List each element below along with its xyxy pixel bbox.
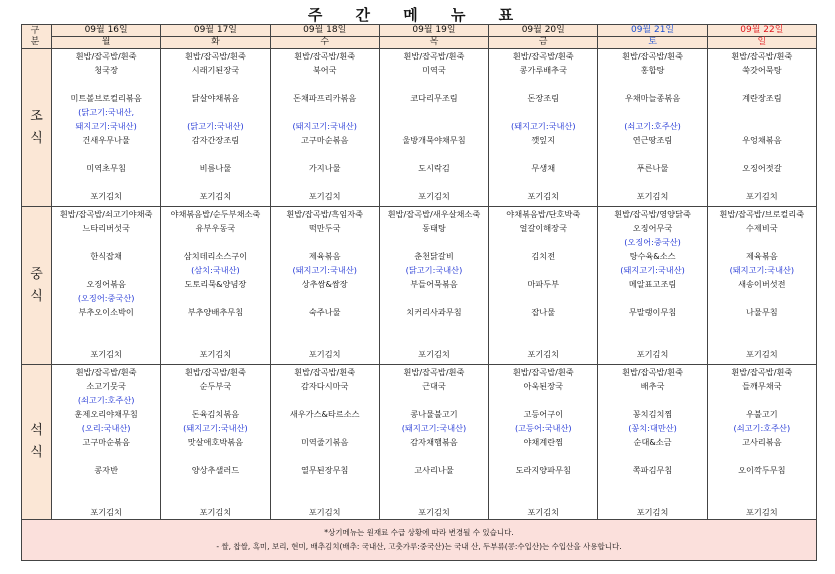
header-date-row bbox=[22, 25, 817, 37]
menu-item: 부추오이소박이 bbox=[78, 307, 134, 317]
menu-item: 연근땅조림 bbox=[632, 135, 673, 145]
meal-label-breakfast bbox=[22, 49, 52, 207]
menu-item bbox=[489, 291, 597, 305]
menu-item: 포기김치 bbox=[636, 507, 669, 517]
menu-item: 고사리볶음 bbox=[742, 437, 782, 447]
menu-item bbox=[271, 105, 379, 119]
menu-cell bbox=[489, 365, 598, 520]
menu-item: 가지나물 bbox=[308, 163, 341, 173]
menu-item bbox=[489, 491, 597, 505]
menu-item bbox=[52, 77, 160, 91]
menu-item bbox=[380, 119, 488, 133]
menu-item bbox=[271, 449, 379, 463]
origin-note: (돼지고기:국내산) bbox=[183, 423, 248, 433]
menu-item: 고구마순볶음 bbox=[82, 437, 130, 447]
menu-item bbox=[161, 477, 269, 491]
menu-item: 흰밥/잡곡밥/흰죽 bbox=[403, 367, 465, 377]
menu-item: 무말랭이무침 bbox=[628, 307, 677, 317]
menu-item: 콩나물불고기 bbox=[410, 409, 458, 419]
menu-item bbox=[271, 77, 379, 91]
menu-item: 우채마늘종볶음 bbox=[624, 93, 681, 103]
origin-note: (돼지고기:국내산) bbox=[292, 121, 357, 131]
menu-item bbox=[52, 147, 160, 161]
header-date: 09월 16일 bbox=[52, 25, 161, 37]
menu-item bbox=[161, 491, 269, 505]
menu-item: 흰밥/잡곡밥/흰죽 bbox=[731, 367, 793, 377]
menu-item bbox=[708, 175, 816, 189]
meal-rows bbox=[22, 49, 817, 520]
menu-item bbox=[489, 393, 597, 407]
footer-line-1: *상기메뉴는 원재료 수급 상황에 따라 변경될 수 있습니다. bbox=[324, 528, 514, 537]
menu-item bbox=[271, 319, 379, 333]
menu-item: 포기김치 bbox=[308, 349, 341, 359]
menu-item bbox=[598, 333, 706, 347]
menu-item bbox=[271, 235, 379, 249]
menu-item bbox=[52, 333, 160, 347]
menu-item bbox=[52, 491, 160, 505]
menu-item: 우불고기 bbox=[746, 409, 778, 419]
menu-item bbox=[380, 77, 488, 91]
origin-note: (삼치:국내산) bbox=[191, 265, 240, 275]
meal-label-char: 조 bbox=[30, 108, 43, 124]
menu-item: 쪽파김무침 bbox=[632, 465, 673, 475]
footer-row bbox=[22, 520, 817, 561]
menu-table bbox=[21, 24, 817, 561]
menu-item bbox=[489, 319, 597, 333]
menu-item bbox=[380, 393, 488, 407]
menu-item: 포기김치 bbox=[199, 507, 232, 517]
menu-item bbox=[489, 175, 597, 189]
origin-note: (닭고기:국내산) bbox=[187, 121, 244, 131]
origin-note: (돼지고기:국내산) bbox=[620, 265, 685, 275]
menu-item: 건새우무나물 bbox=[82, 135, 130, 145]
origin-note: (돼지고기:국내산) bbox=[511, 121, 576, 131]
menu-item: 흰밥/잡곡밥/새우살채소죽 bbox=[387, 209, 481, 219]
header-weekday: 수 bbox=[270, 37, 379, 49]
menu-item: 훈제오리야채무침 bbox=[74, 409, 138, 419]
menu-item: 유부우동국 bbox=[195, 223, 236, 233]
menu-item: 포기김치 bbox=[418, 191, 450, 201]
menu-item: 제육볶음 bbox=[308, 251, 341, 261]
menu-item: 마파두부 bbox=[527, 279, 560, 289]
menu-item: 감자채햄볶음 bbox=[410, 437, 458, 447]
menu-item: 도시락김 bbox=[418, 163, 450, 173]
meal-label-char: 식 bbox=[30, 445, 43, 460]
origin-note: (오징어:중국산) bbox=[77, 293, 135, 303]
menu-item: 오징어무국 bbox=[632, 223, 673, 233]
menu-cell bbox=[270, 207, 379, 365]
header-weekday: 화 bbox=[161, 37, 270, 49]
menu-item: 포기김치 bbox=[90, 507, 122, 517]
menu-cell bbox=[52, 49, 161, 207]
menu-item: 깻잎지 bbox=[531, 135, 556, 145]
menu-item: 도토리묵&양념장 bbox=[184, 279, 247, 289]
origin-note: (닭고기:국내산, bbox=[78, 107, 135, 117]
menu-item bbox=[708, 235, 816, 249]
menu-item bbox=[380, 319, 488, 333]
menu-item bbox=[380, 491, 488, 505]
menu-item: 흰밥/잡곡밥/브로컬리죽 bbox=[719, 209, 805, 219]
header-weekday-saturday: 토 bbox=[598, 37, 707, 49]
origin-note: (고등어:국내산) bbox=[514, 423, 572, 433]
menu-item: 새송이버섯전 bbox=[738, 279, 786, 289]
footer-line-2: - 쌀, 찹쌀, 흑미, 보리, 현미, 배추김치(배추: 국내산, 고춧가루:중국산)는 국내 산, 두부류(콩:수입산)는 수입산을 사용합니다. bbox=[216, 542, 622, 551]
menu-item: 소고기뭇국 bbox=[86, 381, 126, 391]
menu-item: 미역국 bbox=[422, 65, 446, 75]
menu-item: 비름나물 bbox=[199, 163, 232, 173]
menu-cell bbox=[598, 365, 707, 520]
menu-item: 무생채 bbox=[531, 163, 556, 173]
footer-note bbox=[22, 520, 817, 561]
menu-item bbox=[380, 175, 488, 189]
menu-item bbox=[708, 291, 816, 305]
menu-item bbox=[161, 291, 269, 305]
menu-item: 순대&소금 bbox=[633, 437, 672, 447]
menu-item: 꽁치김치찜 bbox=[632, 409, 673, 419]
meal-label-lunch bbox=[22, 207, 52, 365]
menu-cell bbox=[161, 49, 270, 207]
menu-item bbox=[708, 319, 816, 333]
menu-item bbox=[380, 449, 488, 463]
header-date: 09월 20일 bbox=[489, 25, 598, 37]
meal-label-char: 석 bbox=[30, 423, 43, 438]
menu-item bbox=[161, 393, 269, 407]
menu-cell bbox=[52, 207, 161, 365]
menu-item: 감자간장조림 bbox=[191, 135, 240, 145]
menu-item bbox=[161, 105, 269, 119]
menu-item bbox=[708, 449, 816, 463]
menu-item bbox=[489, 333, 597, 347]
menu-item: 포기김치 bbox=[636, 349, 669, 359]
menu-item: 흰밥/잡곡밥/흑임자죽 bbox=[286, 209, 364, 219]
menu-cell bbox=[489, 49, 598, 207]
menu-item bbox=[52, 263, 160, 277]
menu-item bbox=[271, 421, 379, 435]
header-date: 09월 17일 bbox=[161, 25, 270, 37]
menu-item bbox=[380, 147, 488, 161]
menu-item: 흰밥/잡곡밥/흰죽 bbox=[294, 51, 356, 61]
origin-note: (돼지고기:국내산) bbox=[292, 265, 357, 275]
menu-item bbox=[52, 449, 160, 463]
menu-item: 울방개묵야채무침 bbox=[402, 135, 466, 145]
menu-cell bbox=[270, 49, 379, 207]
menu-item bbox=[271, 393, 379, 407]
menu-cell bbox=[379, 365, 488, 520]
menu-item: 떡만두국 bbox=[308, 223, 341, 233]
menu-cell bbox=[489, 207, 598, 365]
menu-item bbox=[708, 119, 816, 133]
menu-item bbox=[489, 477, 597, 491]
menu-item: 배추국 bbox=[640, 381, 665, 391]
menu-item: 흰밥/잡곡밥/쇠고기야채죽 bbox=[59, 209, 153, 219]
menu-cell bbox=[379, 49, 488, 207]
header-date-sunday: 09월 22일 bbox=[707, 25, 816, 37]
menu-item bbox=[598, 175, 706, 189]
menu-item: 부들어묵볶음 bbox=[410, 279, 458, 289]
meal-label-dinner bbox=[22, 365, 52, 520]
menu-item: 나물무침 bbox=[746, 307, 778, 317]
menu-item bbox=[52, 175, 160, 189]
menu-item: 쑥갓어묵탕 bbox=[742, 65, 782, 75]
page-title: 주 간 메 뉴 표 bbox=[307, 6, 528, 24]
meal-row-breakfast bbox=[22, 49, 817, 207]
menu-item: 순두부국 bbox=[199, 381, 232, 391]
menu-item bbox=[489, 235, 597, 249]
menu-item bbox=[489, 449, 597, 463]
menu-item: 홍합탕 bbox=[640, 65, 665, 75]
menu-item: 동태탕 bbox=[422, 223, 446, 233]
menu-item bbox=[598, 147, 706, 161]
meal-row-lunch bbox=[22, 207, 817, 365]
menu-item: 치커리사과무침 bbox=[406, 307, 462, 317]
menu-cell bbox=[598, 207, 707, 365]
menu-item: 오이깍두무침 bbox=[738, 465, 786, 475]
menu-item: 돈채파프리카볶음 bbox=[293, 93, 357, 103]
header-weekday-row bbox=[22, 37, 817, 49]
menu-item bbox=[380, 333, 488, 347]
menu-item bbox=[161, 235, 269, 249]
menu-cell bbox=[270, 365, 379, 520]
menu-item bbox=[380, 291, 488, 305]
menu-cell bbox=[161, 365, 270, 520]
header-date: 09월 19일 bbox=[379, 25, 488, 37]
menu-item: 야채계란찜 bbox=[523, 437, 564, 447]
menu-item: 포기김치 bbox=[418, 507, 450, 517]
menu-item: 흰밥/잡곡밥/흰죽 bbox=[75, 51, 137, 61]
menu-item: 미역초무침 bbox=[86, 163, 126, 173]
menu-item: 푸른나물 bbox=[636, 163, 669, 173]
origin-note: (닭고기:국내산) bbox=[405, 265, 463, 275]
menu-item: 김치전 bbox=[531, 251, 556, 261]
menu-item: 상추쌈&쌈장 bbox=[301, 279, 348, 289]
origin-note: (오리:국내산) bbox=[81, 423, 131, 433]
origin-note: (돼지고기:국내산) bbox=[401, 423, 467, 433]
origin-note: (쇠고기:호주산) bbox=[733, 423, 791, 433]
menu-item: 돈육김치볶음 bbox=[191, 409, 240, 419]
menu-cell bbox=[707, 207, 816, 365]
menu-item: 흰밥/잡곡밥/흰죽 bbox=[622, 367, 683, 377]
meal-label-char: 중 bbox=[30, 266, 43, 282]
menu-item bbox=[489, 147, 597, 161]
menu-item: 미역줄기볶음 bbox=[300, 437, 349, 447]
menu-item: 포기김치 bbox=[527, 507, 560, 517]
menu-item bbox=[52, 235, 160, 249]
menu-item: 흰밥/잡곡밥/흰죽 bbox=[403, 51, 465, 61]
menu-item bbox=[161, 333, 269, 347]
menu-item bbox=[52, 477, 160, 491]
menu-item: 흰밥/잡곡밥/흰죽 bbox=[622, 51, 683, 61]
menu-item: 제육볶음 bbox=[746, 251, 778, 261]
meal-label-char: 식 bbox=[30, 130, 43, 146]
menu-item: 흰밥/잡곡밥/흰죽 bbox=[512, 367, 574, 377]
header-weekday-sunday: 일 bbox=[707, 37, 816, 49]
menu-item: 포기김치 bbox=[418, 349, 450, 359]
origin-note: (꽁치:대만산) bbox=[628, 423, 677, 433]
menu-item: 포기김치 bbox=[527, 349, 560, 359]
menu-cell bbox=[707, 49, 816, 207]
menu-item: 콩자반 bbox=[94, 465, 118, 475]
menu-item: 포기김치 bbox=[636, 191, 669, 201]
menu-item bbox=[598, 319, 706, 333]
menu-cell bbox=[707, 365, 816, 520]
menu-item bbox=[708, 477, 816, 491]
menu-item: 근대국 bbox=[422, 381, 446, 391]
origin-note: 돼지고기:국내산) bbox=[75, 121, 137, 131]
menu-item: 고등어구이 bbox=[523, 409, 564, 419]
menu-cell bbox=[52, 365, 161, 520]
menu-cell bbox=[598, 49, 707, 207]
menu-item: 닭살야채볶음 bbox=[191, 93, 240, 103]
menu-item bbox=[380, 105, 488, 119]
menu-item bbox=[598, 449, 706, 463]
origin-note: (오징어:중국산) bbox=[624, 237, 681, 247]
menu-item: 포기김치 bbox=[199, 191, 232, 201]
menu-item bbox=[598, 491, 706, 505]
menu-cell bbox=[379, 207, 488, 365]
menu-item bbox=[708, 491, 816, 505]
menu-item: 코다리무조림 bbox=[410, 93, 458, 103]
menu-item: 우엉채볶음 bbox=[742, 135, 782, 145]
gubun-header: 구 분 bbox=[22, 25, 52, 49]
menu-item bbox=[708, 77, 816, 91]
menu-item: 흰밥/잡곡밥/흰죽 bbox=[512, 51, 574, 61]
menu-item: 흰밥/잡곡밥/흰죽 bbox=[184, 367, 246, 377]
menu-item: 양상추샐러드 bbox=[191, 465, 240, 475]
menu-item: 부추양배추무침 bbox=[187, 307, 244, 317]
menu-item bbox=[52, 319, 160, 333]
menu-item: 야채볶음밥/순두부채소죽 bbox=[170, 209, 261, 219]
menu-item: 삼치데리소스구이 bbox=[183, 251, 248, 261]
menu-item bbox=[489, 105, 597, 119]
menu-item: 잡나물 bbox=[531, 307, 556, 317]
header-weekday: 금 bbox=[489, 37, 598, 49]
menu-item bbox=[271, 175, 379, 189]
menu-cell bbox=[161, 207, 270, 365]
menu-item: 오징어볶음 bbox=[86, 279, 126, 289]
menu-item bbox=[598, 477, 706, 491]
origin-note: (쇠고기:호주산) bbox=[77, 395, 135, 405]
menu-item: 새우가스&타르소스 bbox=[289, 409, 360, 419]
menu-item bbox=[598, 393, 706, 407]
menu-item bbox=[489, 263, 597, 277]
menu-item bbox=[161, 175, 269, 189]
menu-item: 메알표고조림 bbox=[628, 279, 677, 289]
menu-item: 콩가루배추국 bbox=[519, 65, 567, 75]
meal-row-dinner bbox=[22, 365, 817, 520]
header-weekday: 월 bbox=[52, 37, 161, 49]
meal-label-char: 식 bbox=[30, 288, 43, 304]
menu-item: 포기김치 bbox=[746, 507, 778, 517]
menu-item: 맛살애호박볶음 bbox=[187, 437, 244, 447]
menu-item bbox=[708, 105, 816, 119]
menu-item bbox=[708, 147, 816, 161]
menu-item: 흰밥/잡곡밥/흰죽 bbox=[731, 51, 793, 61]
menu-item bbox=[161, 147, 269, 161]
menu-item: 시래기된장국 bbox=[191, 65, 240, 75]
header-date-saturday: 09월 21일 bbox=[598, 25, 707, 37]
menu-item: 포기김치 bbox=[308, 191, 341, 201]
menu-item bbox=[489, 77, 597, 91]
header-weekday: 목 bbox=[379, 37, 488, 49]
menu-item: 포기김치 bbox=[308, 507, 341, 517]
menu-item: 얼갈이해장국 bbox=[519, 223, 567, 233]
menu-item: 야채볶음밥/단호박죽 bbox=[506, 209, 581, 219]
menu-item bbox=[598, 77, 706, 91]
menu-item: 고사리나물 bbox=[414, 465, 454, 475]
menu-item: 포기김치 bbox=[199, 349, 232, 359]
menu-item bbox=[161, 77, 269, 91]
menu-item bbox=[380, 235, 488, 249]
menu-item: 포기김치 bbox=[527, 191, 560, 201]
menu-item: 계란장조림 bbox=[742, 93, 782, 103]
menu-item: 오징어젓갈 bbox=[742, 163, 782, 173]
menu-item bbox=[271, 477, 379, 491]
menu-item: 수제비국 bbox=[746, 223, 778, 233]
menu-item bbox=[271, 333, 379, 347]
menu-item bbox=[161, 449, 269, 463]
menu-item: 흰밥/잡곡밥/흰죽 bbox=[294, 367, 356, 377]
menu-item: 탕수육&소스 bbox=[629, 251, 676, 261]
menu-item bbox=[598, 105, 706, 119]
origin-note: (돼지고기:국내산) bbox=[729, 265, 795, 275]
menu-item: 춘천닭갈비 bbox=[414, 251, 454, 261]
menu-item: 흰밥/잡곡밥/흰죽 bbox=[184, 51, 246, 61]
menu-item: 도라지양파무침 bbox=[515, 465, 571, 475]
menu-item: 포기김치 bbox=[746, 191, 778, 201]
menu-item: 흰밥/잡곡밥/영양닭죽 bbox=[614, 209, 691, 219]
menu-item: 포기김치 bbox=[746, 349, 778, 359]
menu-item: 아욱된장국 bbox=[523, 381, 564, 391]
menu-item: 포기김치 bbox=[90, 191, 122, 201]
menu-item bbox=[271, 147, 379, 161]
menu-item: 들깨무채국 bbox=[742, 381, 782, 391]
menu-item: 숙주나물 bbox=[308, 307, 341, 317]
menu-item bbox=[271, 291, 379, 305]
menu-item: 북어국 bbox=[312, 65, 337, 75]
menu-item: 감자다시마국 bbox=[300, 381, 349, 391]
origin-note: (쇠고기:호주산) bbox=[624, 121, 681, 131]
menu-item: 미트볼브로컬리볶음 bbox=[70, 93, 142, 103]
menu-item: 열무된장무침 bbox=[300, 465, 349, 475]
menu-item: 흰밥/잡곡밥/흰죽 bbox=[75, 367, 137, 377]
menu-item bbox=[708, 333, 816, 347]
menu-item: 느타리버섯국 bbox=[82, 223, 130, 233]
header-date: 09월 18일 bbox=[270, 25, 379, 37]
menu-item: 한식잡채 bbox=[90, 251, 122, 261]
menu-item bbox=[708, 393, 816, 407]
menu-item bbox=[598, 291, 706, 305]
menu-item: 포기김치 bbox=[90, 349, 122, 359]
menu-item bbox=[161, 319, 269, 333]
menu-item bbox=[380, 477, 488, 491]
menu-item: 돈장조림 bbox=[527, 93, 560, 103]
menu-item bbox=[271, 491, 379, 505]
menu-item: 고구마순볶음 bbox=[300, 135, 349, 145]
menu-item: 청국장 bbox=[94, 65, 118, 75]
